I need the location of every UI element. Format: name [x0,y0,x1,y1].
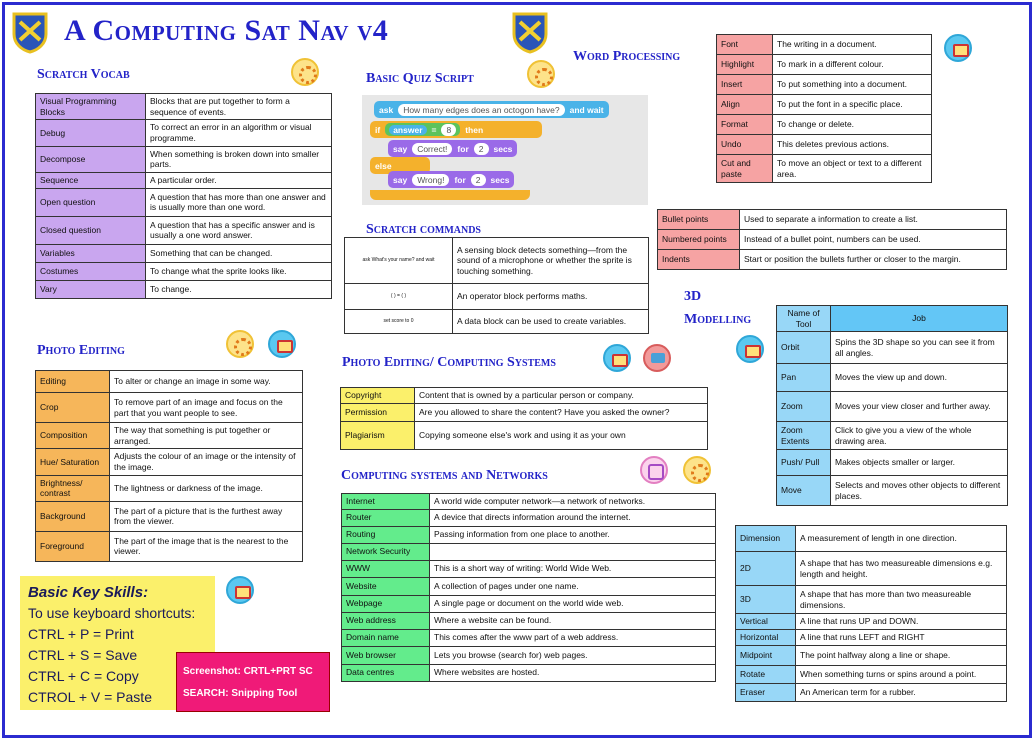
definition-cell: Spins the 3D shape so you can see it from all angles. [831,332,1008,364]
term-cell: Rotate [736,666,796,684]
table-row [36,146,332,172]
term-cell: 3D [736,586,796,614]
term-cell: Zoom Extents [777,422,831,450]
heading-networks: Computing systems and Networks [341,468,548,483]
quiz-secs-2: secs [490,174,510,185]
coding-cog-icon [683,456,711,484]
quiz-secs-value: 2 [474,143,489,155]
key-skills-line: CTRL + S = Save [28,647,138,663]
modelling-table [776,305,1008,506]
definition-cell: The part of the image that is the nearest to the viewer. [110,531,303,561]
term-cell: Decompose [36,146,146,172]
computer-screen-icon [226,576,254,604]
table-row [36,449,303,475]
term-cell: Brightness/ contrast [36,475,110,501]
term-cell: Website [342,577,430,595]
term-cell: Plagiarism [341,422,415,450]
table-row [36,172,332,188]
table-row [342,543,716,560]
table-row [736,552,1007,586]
definition-cell: A measurement of length in one direction. [796,526,1007,552]
definition-cell: A question that has a specific answer and is usually a one word answer. [146,216,332,244]
table-row [777,392,1008,422]
definition-cell: Instead of a bullet point, numbers can be used. [740,230,1007,250]
word-processing-table [716,34,932,183]
definition-cell: A question that has more than one answer and is usually more than one word. [146,188,332,216]
quiz-answer: answer [389,125,426,135]
table-row [736,586,1007,614]
table-row [36,501,303,531]
quiz-question: How many edges does an octogon have? [398,104,564,116]
term-cell: Closed question [36,216,146,244]
table-row [658,250,1007,270]
term-cell: Dimension [736,526,796,552]
definition-cell [430,543,716,560]
computer-screen-icon [603,344,631,372]
term-cell: Push/ Pull [777,450,831,476]
term-cell: Internet [342,494,430,510]
quiz-correct: Correct! [412,143,452,155]
screenshot-panel [176,652,330,712]
definition-cell: Blocks that are put together to form a sequence of events. [146,94,332,120]
term-cell: Insert [717,75,773,95]
term-cell: Copyright [341,388,415,404]
heading-photo-editing: Photo Editing [37,343,125,358]
definition-cell: An American term for a rubber. [796,684,1007,702]
table-row [342,526,716,543]
term-cell: 2D [736,552,796,586]
table-row [341,422,708,450]
table-row [717,35,932,55]
key-skills-heading: Basic Key Skills: [28,584,149,601]
table-row [777,332,1008,364]
table-row [736,614,1007,630]
table-row [658,210,1007,230]
term-cell: Debug [36,120,146,146]
computer-screen-icon [736,335,764,363]
term-cell: Orbit [777,332,831,364]
quiz-say: say [393,143,408,154]
definition-cell: Where websites are hosted. [430,664,716,681]
quiz-number: 8 [441,124,456,136]
term-cell: Composition [36,423,110,449]
table-row [342,509,716,526]
quiz-say-2: say [393,174,408,185]
photo-systems-table [340,387,708,450]
table-row [36,531,303,561]
table-row [342,664,716,681]
term-cell: Bullet points [658,210,740,230]
heading-modelling: Modelling [684,312,752,327]
term-cell: Vertical [736,614,796,630]
scratch-commands-table [344,237,649,334]
table-row [36,280,332,298]
table-row [658,230,1007,250]
definition-cell: A line that runs LEFT and RIGHT [796,630,1007,646]
key-skills-line: To use keyboard shortcuts: [28,605,196,621]
table-row [717,95,932,115]
table-row [36,244,332,262]
definition-cell: To mark in a different colour. [773,55,932,75]
quiz-wrong: Wrong! [412,174,449,186]
term-cell: Crop [36,393,110,423]
computer-screen-icon [268,330,296,358]
term-cell: Horizontal [736,630,796,646]
term-cell: Webpage [342,595,430,612]
table-row [717,135,932,155]
definition-cell: Passing information from one place to another. [430,526,716,543]
table-row [342,646,716,664]
term-cell: Editing [36,371,110,393]
term-cell: Pan [777,364,831,392]
definition-cell: To alter or change an image in some way. [110,371,303,393]
term-cell: Network Security [342,543,430,560]
definition-cell: The writing in a document. [773,35,932,55]
table-row [342,595,716,612]
definition-cell: When something turns or spins around a point. [796,666,1007,684]
quiz-script-image [362,95,648,205]
network-nodes-icon [640,456,668,484]
coding-cog-icon [291,58,319,86]
modelling-head-job: Job [831,306,1008,332]
page-title: A Computing Sat Nav v4 [64,14,389,47]
definition-cell: Moves the view up and down. [831,364,1008,392]
school-crest-icon [10,10,50,54]
quiz-for-2: for [454,174,466,185]
definition-cell: Adjusts the colour of an image or the intensity of the image. [110,449,303,475]
table-row [345,284,649,310]
term-cell: Web browser [342,646,430,664]
heading-photo-systems: Photo Editing/ Computing Systems [342,355,556,370]
table-row [777,422,1008,450]
definition-cell: Where a website can be found. [430,612,716,629]
term-cell: WWW [342,560,430,577]
quiz-end-cap [370,190,530,200]
screenshot-line: Screenshot: CRTL+PRT SC [183,666,313,677]
definition-cell: A shape that has more than two measureable dimensions. [796,586,1007,614]
definition-cell: To put the font in a specific place. [773,95,932,115]
key-skills-line: CTRL + C = Copy [28,668,139,684]
term-cell: Vary [36,280,146,298]
coding-cog-icon [527,60,555,88]
headset-icon [226,330,254,358]
media-monitor-icon [643,344,671,372]
heading-word-processing: Word Processing [573,49,681,64]
definition-cell: To remove part of an image and focus on the part that you want people to see. [110,393,303,423]
term-cell: Numbered points [658,230,740,250]
networks-table [341,493,716,682]
definition-cell: A line that runs UP and DOWN. [796,614,1007,630]
definition-cell: Selects and moves other objects to different places. [831,476,1008,506]
term-cell: Undo [717,135,773,155]
table-row [777,450,1008,476]
table-row [36,371,303,393]
term-cell: Sequence [36,172,146,188]
definition-cell: The lightness or darkness of the image. [110,475,303,501]
table-row [36,120,332,146]
definition-cell: A device that directs information around the internet. [430,509,716,526]
term-cell: set score to 0 [345,310,453,334]
table-row [717,75,932,95]
term-cell: Variables [36,244,146,262]
definition-cell: An operator block performs maths. [453,284,649,310]
term-cell: Align [717,95,773,115]
table-row [736,630,1007,646]
term-cell: Web address [342,612,430,629]
term-cell: Routing [342,526,430,543]
definition-cell: This deletes previous actions. [773,135,932,155]
table-row [36,188,332,216]
school-crest-icon [510,10,550,54]
table-row [736,646,1007,666]
quiz-else: else [375,160,392,171]
definition-cell: This comes after the www part of a web address. [430,629,716,646]
term-cell: Costumes [36,262,146,280]
definition-cell: Makes objects smaller or larger. [831,450,1008,476]
definition-cell: Something that can be changed. [146,244,332,262]
table-row [36,393,303,423]
definition-cell: Start or position the bullets further or closer to the margin. [740,250,1007,270]
table-row [36,216,332,244]
term-cell: Cut and paste [717,155,773,183]
heading-scratch-vocab: Scratch Vocab [37,67,130,82]
table-row [342,577,716,595]
table-row [342,560,716,577]
term-cell: Visual Programming Blocks [36,94,146,120]
quiz-for: for [457,143,469,154]
term-cell: Format [717,115,773,135]
definition-cell: The part of a picture that is the furthest away from the viewer. [110,501,303,531]
table-row [345,238,649,284]
term-cell: Move [777,476,831,506]
table-row [717,155,932,183]
snipping-line: SEARCH: Snipping Tool [183,688,298,699]
definition-cell: A particular order. [146,172,332,188]
modelling-head-tool: Name of Tool [777,306,831,332]
table-row [777,364,1008,392]
definition-cell: To put something into a document. [773,75,932,95]
term-cell: ask What's your name? and wait [345,238,453,284]
definition-cell: To move an object or text to a different area. [773,155,932,183]
table-row [777,476,1008,506]
term-cell: Domain name [342,629,430,646]
heading-basic-quiz: Basic Quiz Script [366,71,474,86]
heading-3d: 3D [684,289,702,304]
definition-cell: Used to separate a information to create a list. [740,210,1007,230]
definition-cell: To change or delete. [773,115,932,135]
table-row [341,404,708,422]
table-row [717,115,932,135]
term-cell: Foreground [36,531,110,561]
key-skills-line: CTRL + P = Print [28,626,134,642]
definition-cell: Lets you browse (search for) web pages. [430,646,716,664]
quiz-secs: secs [493,143,513,154]
heading-scratch-commands: Scratch commands [366,222,481,237]
term-cell: ( ) = ( ) [345,284,453,310]
table-row [36,475,303,501]
definition-cell: Are you allowed to share the content? Have you asked the owner? [415,404,708,422]
table-row [36,262,332,280]
quiz-and-wait: and wait [569,104,604,115]
term-cell: Indents [658,250,740,270]
definition-cell: To correct an error in an algorithm or visual programme. [146,120,332,146]
table-row [36,423,303,449]
definition-cell: When something is broken down into smaller parts. [146,146,332,172]
term-cell: Zoom [777,392,831,422]
term-cell: Midpoint [736,646,796,666]
definition-cell: A world wide computer network—a network of networks. [430,494,716,510]
definition-cell: A data block can be used to create variables. [453,310,649,334]
photo-editing-table [35,370,303,562]
table-row [36,94,332,120]
term-cell: Eraser [736,684,796,702]
table-row [341,388,708,404]
term-cell: Highlight [717,55,773,75]
quiz-then: then [465,124,484,135]
term-cell: Hue/ Saturation [36,449,110,475]
quiz-ask: ask [379,104,394,115]
computer-screen-icon [944,34,972,62]
term-cell: Permission [341,404,415,422]
quiz-secs-value-2: 2 [471,174,486,186]
definition-cell: A single page or document on the world wide web. [430,595,716,612]
definition-cell: Copying someone else's work and using it as your own [415,422,708,450]
table-row [342,612,716,629]
definition-cell: Content that is owned by a particular person or company. [415,388,708,404]
definition-cell: Moves your view closer and further away. [831,392,1008,422]
definition-cell: To change what the sprite looks like. [146,262,332,280]
table-row [342,494,716,510]
table-row [736,526,1007,552]
definition-cell: This is a short way of writing: World Wide Web. [430,560,716,577]
quiz-equals: = [431,124,437,135]
definition-cell: To change. [146,280,332,298]
table-row [717,55,932,75]
table-row [345,310,649,334]
definition-cell: A collection of pages under one name. [430,577,716,595]
term-cell: Data centres [342,664,430,681]
table-row [342,629,716,646]
bullets-table [657,209,1007,270]
definition-cell: The way that something is put together or arranged. [110,423,303,449]
table-row [736,666,1007,684]
definition-cell: Click to give you a view of the whole drawing area. [831,422,1008,450]
term-cell: Background [36,501,110,531]
table-row [736,684,1007,702]
key-skills-line: CTROL + V = Paste [28,689,152,705]
term-cell: Font [717,35,773,55]
term-cell: Open question [36,188,146,216]
definition-cell: A shape that has two measureable dimensions e.g. length and height. [796,552,1007,586]
term-cell: Router [342,509,430,526]
definition-cell: A sensing block detects something—from the sound of a microphone or whether the sprite is touching something. [453,238,649,284]
scratch-vocab-table [35,93,332,299]
quiz-if: if [375,124,381,135]
definition-cell: The point halfway along a line or shape. [796,646,1007,666]
dimensions-table [735,525,1007,702]
